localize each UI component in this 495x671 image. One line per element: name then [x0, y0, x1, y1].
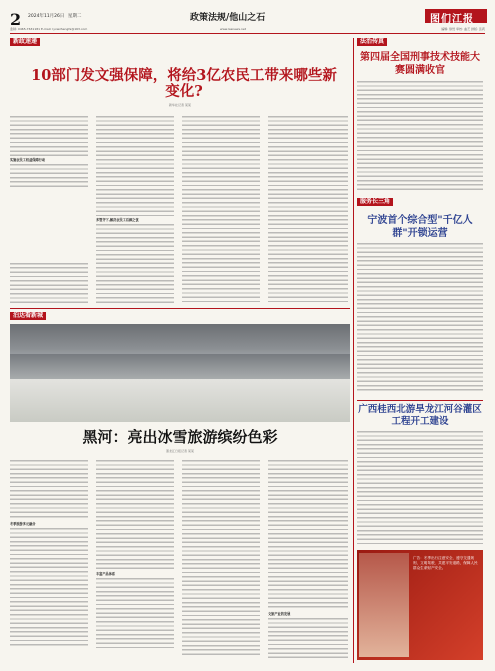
snow-scene-photo	[10, 324, 350, 422]
top-bottom-rule	[10, 308, 350, 309]
right-bottom-body	[357, 431, 483, 546]
top-article	[10, 38, 350, 308]
bottom-headline: 黑河：亮出冰雪旅游缤纷色彩	[82, 428, 278, 446]
bottom-col-4-lines	[268, 460, 348, 610]
subhead-2: 多管齐下,解决农民工后顾之忧	[96, 218, 139, 222]
section-tag-policy: 新政速递	[10, 38, 40, 46]
right-mid-headline: 宁波首个综合型"千亿人群"开锁运营	[367, 215, 473, 239]
top-col-3-lines	[182, 116, 260, 302]
top-byline: 新华社记者 某某	[169, 103, 191, 107]
bottom-col-4-lines-2	[268, 618, 348, 658]
bottom-col-2	[96, 460, 174, 660]
ad-image	[359, 553, 409, 657]
right-mid-body	[357, 243, 483, 393]
bottom-subhead-2: 丰富产品体系	[96, 572, 116, 576]
top-col-4-lines	[268, 116, 348, 302]
photo-snowfield	[10, 379, 350, 422]
page-number: 2	[10, 10, 22, 29]
bottom-subhead-3: 文旅产业的发展	[268, 612, 291, 616]
right-bottom-headline: 广西桂西北游旱龙江河谷灌区工程开工建设	[358, 404, 482, 427]
top-col-1-lines	[10, 116, 88, 156]
right-column	[357, 38, 485, 663]
bottom-col-3-lines	[182, 460, 260, 656]
bottom-col-1-lines	[10, 460, 88, 520]
masthead	[10, 10, 485, 40]
bottom-col-2-lines-2	[96, 578, 174, 648]
right-rule	[357, 400, 483, 401]
top-col-2-lines-2	[96, 224, 174, 304]
weekday: 星期二	[67, 14, 82, 19]
editor-credits: 编辑: 徐然 审核: 曲艺 排版: 张莉	[441, 27, 485, 31]
section-title: 政策法规/他山之石	[190, 13, 266, 23]
section-tag-law: 法治传真	[357, 38, 387, 46]
section-tag-newtown: 泊达看新城	[10, 312, 46, 320]
section-tag-yangtze: 服务长三角	[357, 198, 393, 206]
top-col-2-lines	[96, 116, 174, 216]
right-top-headline: 第四届全国刑事技术技能大赛圆满收官	[360, 52, 480, 76]
date: 2024年11月26日	[28, 14, 65, 19]
photo-mountain	[10, 354, 350, 379]
bottom-article	[10, 312, 350, 662]
logo	[425, 9, 487, 23]
logo-text: 图们江报	[430, 14, 474, 25]
ad-text: 广告：冬季出行注意安全，遵守交通规则，文明驾驶，共建平安道路，保障人民群众生命财产安全。	[413, 556, 478, 570]
editor-line: 监制: 0465-7631181 E-mail: lyxwzhengfa@163.com	[10, 27, 88, 31]
right-top-body	[357, 81, 483, 191]
top-headline: 10部门发文强保障，将给3亿农民工带来哪些新变化?	[31, 67, 337, 100]
top-col-4	[268, 116, 348, 306]
bottom-col-4	[268, 460, 348, 660]
header-rule	[10, 33, 485, 34]
bottom-col-1-lines-2	[10, 528, 88, 648]
bottom-col-3	[182, 460, 260, 660]
top-col-3	[182, 116, 260, 306]
website-line: www.lasnews.net	[220, 27, 246, 31]
top-col-2	[96, 116, 174, 306]
subhead-1: 实施农民工权益保障行动	[10, 158, 46, 162]
date-line	[28, 13, 81, 19]
bottom-subhead-1: 冬季旅游多元融合	[10, 522, 36, 526]
ad-box	[357, 550, 483, 660]
bottom-col-1	[10, 460, 88, 660]
column-divider	[353, 38, 354, 663]
bottom-col-2-lines	[96, 460, 174, 570]
bottom-byline: 黑龙江日报记者 某某	[166, 449, 194, 453]
top-article-photo-block	[10, 190, 90, 260]
